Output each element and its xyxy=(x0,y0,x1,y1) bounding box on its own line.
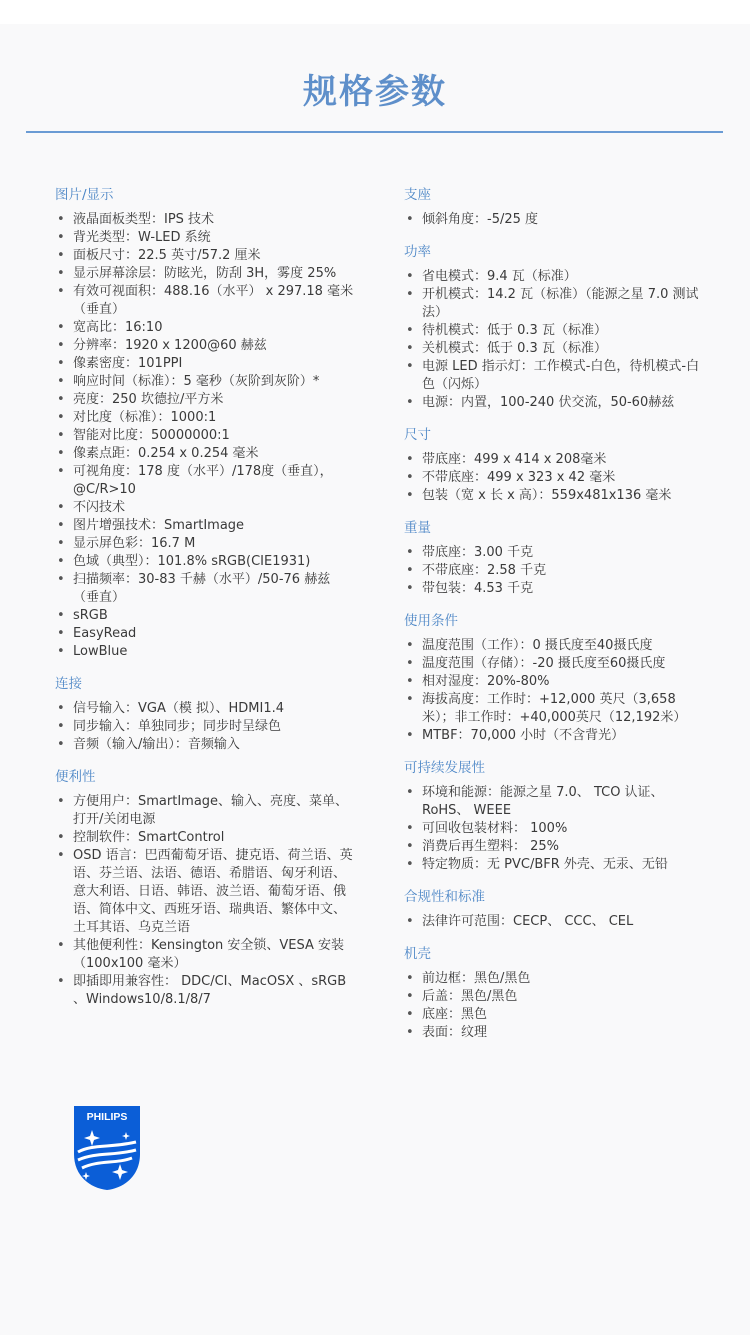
spec-item: • 相对湿度：20%-80% xyxy=(404,673,704,691)
spec-item: • 有效可视面积：488.16（水平） x 297.18 毫米（垂直） xyxy=(55,283,355,319)
spec-item: • 像素密度：101PPI xyxy=(55,355,355,373)
spec-section xyxy=(404,186,704,229)
spec-item: • 后盖：黑色/黑色 xyxy=(404,988,704,1006)
spec-item: • sRGB xyxy=(55,607,355,625)
section-title: 连接 xyxy=(55,676,82,692)
section-title: 支座 xyxy=(404,187,431,203)
right-column xyxy=(404,186,704,1056)
spec-item: • 带底座：499 x 414 x 208毫米 xyxy=(404,451,704,469)
spec-item: • 音频（输入/输出）：音频输入 xyxy=(55,736,355,754)
spec-list xyxy=(55,700,355,754)
spec-list xyxy=(55,793,355,1009)
spec-item: • 扫描频率：30-83 千赫（水平）/50-76 赫兹（垂直） xyxy=(55,571,355,607)
spec-item: • 待机模式：低于 0.3 瓦（标准） xyxy=(404,322,704,340)
spec-item: • 带底座：3.00 千克 xyxy=(404,544,704,562)
spec-item: • 省电模式：9.4 瓦（标准） xyxy=(404,268,704,286)
spec-item: • 显示屏色彩：16.7 M xyxy=(55,535,355,553)
spec-item: • 法律许可范围：CECP、 CCC、 CEL xyxy=(404,913,704,931)
spec-item: • 控制软件：SmartControl xyxy=(55,829,355,847)
spec-item: • 分辨率：1920 x 1200@60 赫兹 xyxy=(55,337,355,355)
section-title: 功率 xyxy=(404,244,431,260)
spec-item: • 即插即用兼容性： DDC/CI、MacOSX 、sRGB 、Windows10/8.1/8/7 xyxy=(55,973,355,1009)
section-title: 合规性和标准 xyxy=(404,889,485,905)
spec-item: • 亮度：250 坎德拉/平方米 xyxy=(55,391,355,409)
spec-item: • 不带底座：2.58 千克 xyxy=(404,562,704,580)
spec-list xyxy=(404,970,704,1042)
spec-item: • MTBF：70,000 小时（不含背光） xyxy=(404,727,704,745)
spec-item: • 同步输入：单独同步；同步时呈绿色 xyxy=(55,718,355,736)
spec-list xyxy=(404,268,704,412)
spec-item: • 图片增强技术：SmartImage xyxy=(55,517,355,535)
spec-item: • 智能对比度：50000000:1 xyxy=(55,427,355,445)
spec-section xyxy=(55,768,355,1009)
spec-section xyxy=(404,426,704,505)
spec-section xyxy=(55,675,355,754)
spec-item: • 不闪技术 xyxy=(55,499,355,517)
spec-item: • 响应时间（标准）：5 毫秒（灰阶到灰阶）* xyxy=(55,373,355,391)
page-title: 规格参数 xyxy=(303,72,447,112)
spec-section xyxy=(55,186,355,661)
spec-section xyxy=(404,612,704,745)
section-title: 尺寸 xyxy=(404,427,431,443)
spec-item: • 开机模式：14.2 瓦（标准）（能源之星 7.0 测试法） xyxy=(404,286,704,322)
spec-item: • 前边框：黑色/黑色 xyxy=(404,970,704,988)
spec-item: • EasyRead xyxy=(55,625,355,643)
spec-item: • 像素点距：0.254 x 0.254 毫米 xyxy=(55,445,355,463)
spec-item: • 包装（宽 x 长 x 高）：559x481x136 毫米 xyxy=(404,487,704,505)
spec-list xyxy=(404,211,704,229)
spec-item: • 其他便利性：Kensington 安全锁、VESA 安装（100x100 毫米） xyxy=(55,937,355,973)
spec-item: • 温度范围（工作）：0 摄氏度至40摄氏度 xyxy=(404,637,704,655)
section-title: 便利性 xyxy=(55,769,96,785)
spec-item: • 色域（典型）：101.8% sRGB(CIE1931) xyxy=(55,553,355,571)
spec-item: • 可视角度：178 度（水平）/178度（垂直），@C/R>10 xyxy=(55,463,355,499)
spec-section xyxy=(404,243,704,412)
section-title: 可持续发展性 xyxy=(404,760,485,776)
spec-item: • 电源 LED 指示灯：工作模式-白色，待机模式-白色（闪烁） xyxy=(404,358,704,394)
spec-item: • 不带底座：499 x 323 x 42 毫米 xyxy=(404,469,704,487)
spec-item: • 消费后再生塑料： 25% xyxy=(404,838,704,856)
section-title: 图片/显示 xyxy=(55,187,114,203)
spec-item: • 宽高比：16:10 xyxy=(55,319,355,337)
logo-text: PHILIPS xyxy=(86,1111,128,1123)
spec-section xyxy=(404,519,704,598)
spec-item: • 液晶面板类型：IPS 技术 xyxy=(55,211,355,229)
spec-section xyxy=(404,945,704,1042)
spec-section xyxy=(404,888,704,931)
spec-item: • 关机模式：低于 0.3 瓦（标准） xyxy=(404,340,704,358)
title-divider xyxy=(26,131,723,133)
spec-item: • 电源：内置，100-240 伏交流，50-60赫兹 xyxy=(404,394,704,412)
spec-item: • 特定物质：无 PVC/BFR 外壳、无汞、无铅 xyxy=(404,856,704,874)
spec-list xyxy=(404,637,704,745)
spec-item: • 带包装：4.53 千克 xyxy=(404,580,704,598)
spec-list xyxy=(404,784,704,874)
spec-item: • 背光类型：W-LED 系统 xyxy=(55,229,355,247)
spec-item: • 面板尺寸：22.5 英寸/57.2 厘米 xyxy=(55,247,355,265)
spec-list xyxy=(404,913,704,931)
spec-item: • 海拔高度：工作时：+12,000 英尺（3,658 米）；非工作时：+40,000英尺（12,192米） xyxy=(404,691,704,727)
philips-shield-logo xyxy=(72,1104,142,1192)
spec-item: • 信号输入：VGA（模 拟）、HDMI1.4 xyxy=(55,700,355,718)
spec-item: • 表面：纹理 xyxy=(404,1024,704,1042)
section-title: 机壳 xyxy=(404,946,431,962)
spec-list xyxy=(55,211,355,661)
spec-item: • 可回收包装材料： 100% xyxy=(404,820,704,838)
spec-item: • 底座：黑色 xyxy=(404,1006,704,1024)
left-column xyxy=(55,186,355,1023)
spec-list xyxy=(404,451,704,505)
spec-item: • OSD 语言：巴西葡萄牙语、捷克语、荷兰语、英语、芬兰语、法语、德语、希腊语、匈牙利语、意大利语、日语、韩语、波兰语、葡萄牙语、俄语、简体中文、西班牙语、瑞典语、繁体中文、土耳其语、乌克兰语 xyxy=(55,847,355,937)
section-title: 使用条件 xyxy=(404,613,458,629)
spec-item: • LowBlue xyxy=(55,643,355,661)
spec-item: • 方便用户：SmartImage、输入、亮度、菜单、打开/关闭电源 xyxy=(55,793,355,829)
section-title: 重量 xyxy=(404,520,431,536)
spec-list xyxy=(404,544,704,598)
spec-item: • 对比度（标准）：1000:1 xyxy=(55,409,355,427)
spec-item: • 温度范围（存储）：-20 摄氏度至60摄氏度 xyxy=(404,655,704,673)
spec-item: • 环境和能源：能源之星 7.0、 TCO 认证、RoHS、 WEEE xyxy=(404,784,704,820)
spec-item: • 倾斜角度：-5/25 度 xyxy=(404,211,704,229)
spec-section xyxy=(404,759,704,874)
spec-item: • 显示屏幕涂层：防眩光，防刮 3H，雾度 25% xyxy=(55,265,355,283)
